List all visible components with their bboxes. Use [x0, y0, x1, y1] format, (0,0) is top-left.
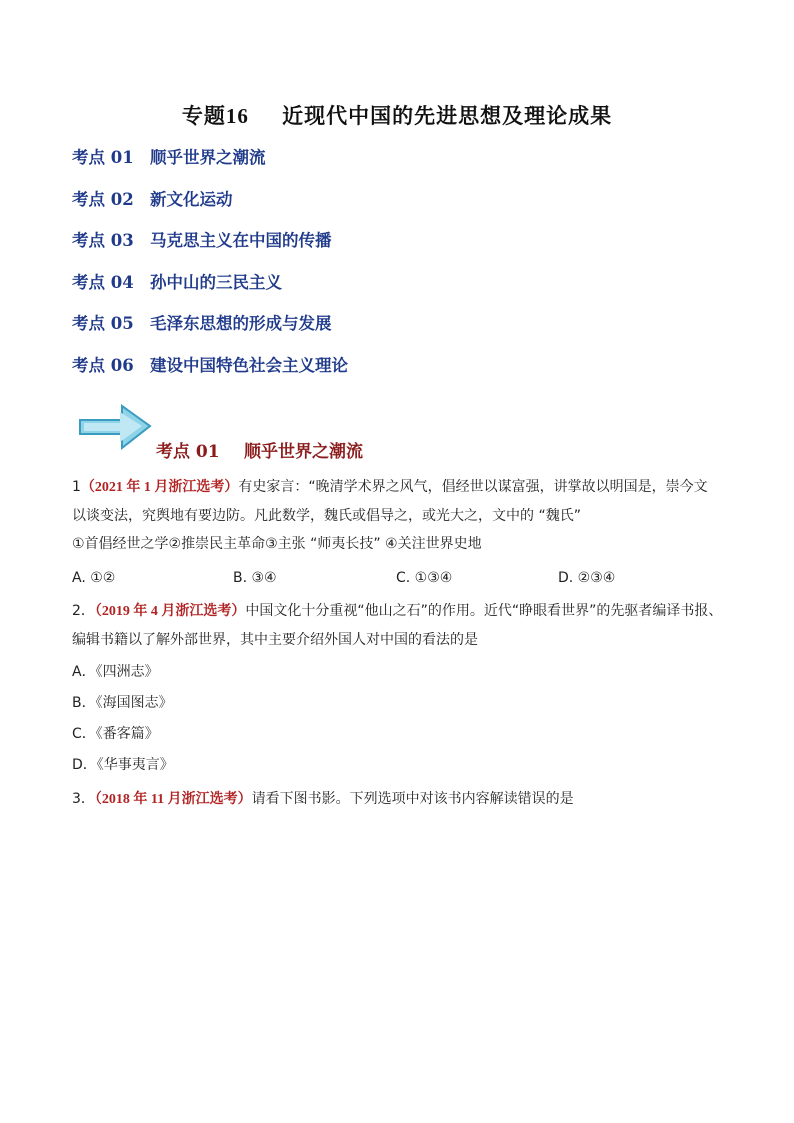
question-source: （2019 年 4 月浙江选考）: [94, 604, 246, 619]
question-stem: 中国文化十分重视“他山之石”的作用。近代“睁眼看世界”的先驱者编译书报、: [245, 603, 723, 619]
option-b[interactable]: B．《海国图志》: [72, 695, 173, 711]
option-c[interactable]: C．《番客篇》: [72, 726, 159, 742]
question-2-line1: [72, 597, 732, 626]
toc-item[interactable]: [72, 271, 348, 313]
toc-item[interactable]: [72, 146, 348, 188]
question-1-items: ①首倡经世之学②推崇民主革命③主张 “师夷长技” ④关注世界史地: [72, 536, 482, 552]
toc-item[interactable]: [72, 229, 348, 271]
title-prefix: 专题: [181, 103, 226, 128]
toc-item[interactable]: [72, 188, 348, 230]
question-source: （2021 年 1 月浙江选考）: [80, 480, 239, 495]
toc-item-text: 顺乎世界之潮流: [150, 148, 266, 167]
toc-item-label: 考点 06: [72, 355, 134, 375]
toc-item-label: 考点 04: [72, 272, 134, 292]
toc-item-label: 考点 05: [72, 314, 134, 333]
option-b[interactable]: B. ③④: [233, 570, 277, 586]
toc-item[interactable]: [72, 312, 348, 354]
title-number: 16: [225, 104, 249, 128]
section-text: 顺乎世界之潮流: [244, 442, 363, 462]
question-1: [72, 473, 732, 558]
question-stem: 请看下图书影。下列选项中对该书内容解读错误的是: [251, 791, 574, 807]
toc-item[interactable]: [72, 354, 348, 396]
toc-item-label: 考点 03: [72, 231, 134, 250]
question-source: （2018 年 11 月浙江选考）: [94, 792, 252, 807]
section-header: [76, 400, 476, 460]
toc-item-label: 考点 02: [72, 189, 134, 209]
toc-item-text: 毛泽东思想的形成与发展: [150, 314, 332, 333]
toc-item-text: 孙中山的三民主义: [150, 272, 282, 292]
section-label: 考点 01: [156, 442, 220, 462]
question-1-line2: 以谈变法，究舆地有要边防。凡此数学，魏氏或倡导之，或光大之，文中的 “魏氏”: [72, 508, 581, 524]
option-a[interactable]: A．《四洲志》: [72, 664, 159, 680]
question-number: 3．: [72, 791, 95, 807]
page-title: [0, 100, 794, 130]
question-2: [72, 597, 732, 654]
toc-item-label: 考点 01: [72, 148, 134, 167]
question-number: 1: [72, 479, 81, 495]
arrow-icon: [76, 400, 156, 456]
question-3-line1: [72, 785, 732, 814]
question-stem: 有史家言：“晚清学术界之风气，倡经世以谋富强，讲掌故以明国是，崇今文: [238, 479, 708, 495]
question-1-line1: [72, 473, 732, 502]
option-a[interactable]: A. ①②: [72, 570, 116, 586]
question-number: 2．: [72, 603, 95, 619]
toc-item-text: 马克思主义在中国的传播: [150, 231, 332, 250]
toc-item-text: 建设中国特色社会主义理论: [150, 355, 348, 375]
question-3: [72, 785, 732, 814]
option-d[interactable]: D．《华事夷言》: [72, 757, 174, 773]
option-c[interactable]: C. ①③④: [396, 570, 453, 586]
title-text: 近现代中国的先进思想及理论成果: [282, 103, 613, 128]
option-d[interactable]: D. ②③④: [558, 570, 616, 586]
table-of-contents: [72, 146, 348, 395]
toc-item-text: 新文化运动: [150, 189, 233, 209]
question-2-line2: 编辑书籍以了解外部世界，其中主要介绍外国人对中国的看法的是: [72, 632, 478, 648]
section-title: [156, 437, 363, 462]
